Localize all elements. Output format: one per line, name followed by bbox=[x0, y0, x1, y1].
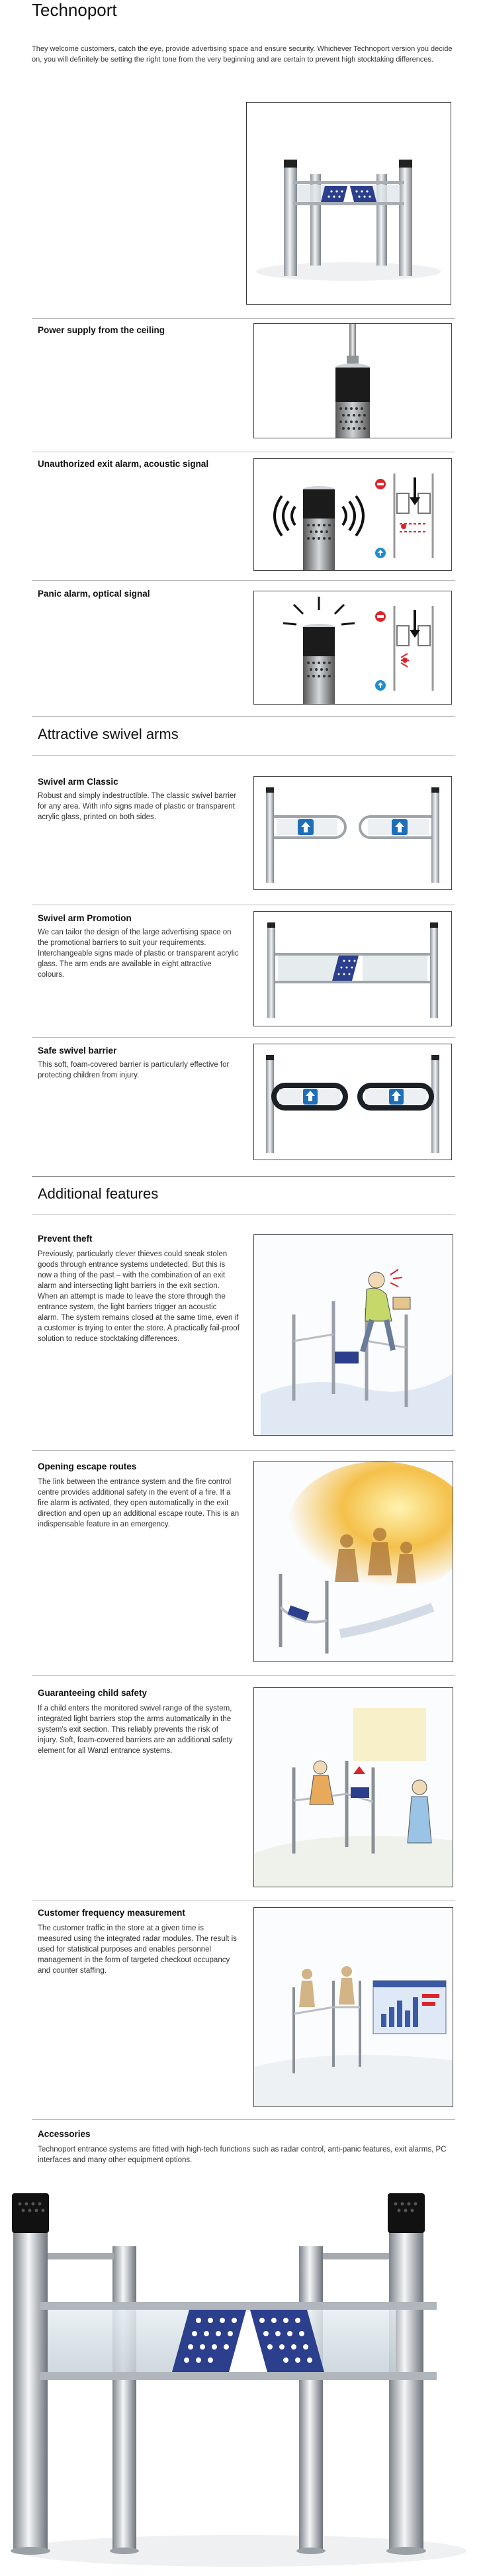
prevent-theft-illustration bbox=[253, 1234, 453, 1436]
section-title-swivel: Attractive swivel arms bbox=[38, 726, 179, 742]
feature-text-escape-routes: The link between the entrance system and the fire control centre provides additional safety in the event of a fire. If a fire alarm is activated, they open automatically in the exit direction and open up an additional escape route. This is an indispensable feature in an emergency. bbox=[38, 1478, 240, 1528]
option-title-panic-alarm: Panic alarm, optical signal bbox=[38, 589, 150, 599]
accessories-gate-image bbox=[0, 2180, 483, 2576]
swivel-title-classic: Swivel arm Classic bbox=[38, 777, 118, 787]
feature-text-child-safety: If a child enters the monitored swivel range of the system, integrated light barriers stop the arms automatically in the system's exit section. This reliably prevents the risk of injury. Soft, foam-covered barriers are an additional safety element for all Wanzl entrance systems. bbox=[38, 1705, 233, 1755]
divider bbox=[32, 1176, 455, 1177]
child-safety-illustration bbox=[253, 1687, 453, 1887]
option-title-exit-alarm: Unauthorized exit alarm, acoustic signal bbox=[38, 459, 209, 469]
exit-alarm-image bbox=[253, 458, 452, 571]
divider bbox=[32, 580, 455, 581]
section-title-additional: Additional features bbox=[38, 1185, 159, 1202]
accessories-text: Technoport entrance systems are fitted with high-tech functions such as radar control, anti-panic features, exit alarms, PC interfaces and many other equipment options. bbox=[38, 2146, 447, 2164]
swivel-title-promotion: Swivel arm Promotion bbox=[38, 913, 132, 923]
swivel-promotion-image bbox=[253, 911, 452, 1026]
swivel-text-classic: Robust and simply indestructible. The classic swivel barrier for any area. With info signs made of plastic or transparent acrylic glass, printed on both sides. bbox=[38, 792, 237, 821]
divider bbox=[32, 1037, 455, 1038]
swivel-title-safe: Safe swivel barrier bbox=[38, 1046, 117, 1056]
escape-routes-illustration bbox=[253, 1461, 453, 1662]
hero-gate-image bbox=[246, 102, 451, 305]
accessories-title: Accessories bbox=[38, 2129, 91, 2139]
divider bbox=[32, 318, 455, 319]
power-supply-image bbox=[253, 323, 452, 438]
swivel-safe-image bbox=[253, 1044, 452, 1160]
feature-text-prevent-theft: Previously, particularly clever thieves could sneak stolen goods through entrance systems undetected. But this is now a thing of the past – with the combination of an exit alarm and intersecting light barriers in the exit section. When an attempt is made to leave the store through the entrance system, the light barriers trigger an acoustic alarm. The system remains closed at the same time, even if a customer is trying to enter the store. A practically fail-proof solution to reduce stocktaking differences. bbox=[38, 1250, 240, 1343]
swivel-classic-image bbox=[253, 776, 452, 890]
divider bbox=[32, 2119, 455, 2120]
option-title-power-supply: Power supply from the ceiling bbox=[38, 325, 165, 335]
divider bbox=[32, 755, 455, 756]
feature-title-child-safety: Guaranteeing child safety bbox=[38, 1688, 148, 1698]
feature-text-customer-frequency: The customer traffic in the store at a given time is measured using the integrated radar modules. The result is used for statistical purposes and enables personnel management in the form of targeted checkout occupancy and counter staffing. bbox=[38, 1924, 237, 1975]
divider bbox=[32, 1450, 455, 1451]
page-title: Technoport bbox=[32, 0, 117, 20]
feature-title-escape-routes: Opening escape routes bbox=[38, 1461, 137, 1471]
divider bbox=[32, 1214, 455, 1215]
swivel-text-promotion: We can tailor the design of the large advertising space on the promotional barriers to suit your requirements. Interchangeable signs made of plastic or transparent acrylic glass. The arm ends are available in eight attractive colours. bbox=[38, 928, 239, 979]
intro-text: They welcome customers, catch the eye, provide advertising space and ensure security. Whichever Technoport version you decide on, you will definitely be setting the right tone from the very beginning and are certain to prevent high stocktaking differences. bbox=[32, 45, 453, 64]
customer-frequency-illustration bbox=[253, 1907, 453, 2107]
divider bbox=[32, 1675, 455, 1676]
feature-title-prevent-theft: Prevent theft bbox=[38, 1234, 93, 1244]
panic-alarm-image bbox=[253, 591, 452, 705]
feature-title-customer-frequency: Customer frequency measurement bbox=[38, 1908, 185, 1918]
swivel-text-safe: This soft, foam-covered barrier is particularly effective for protecting children from injury. bbox=[38, 1061, 230, 1079]
